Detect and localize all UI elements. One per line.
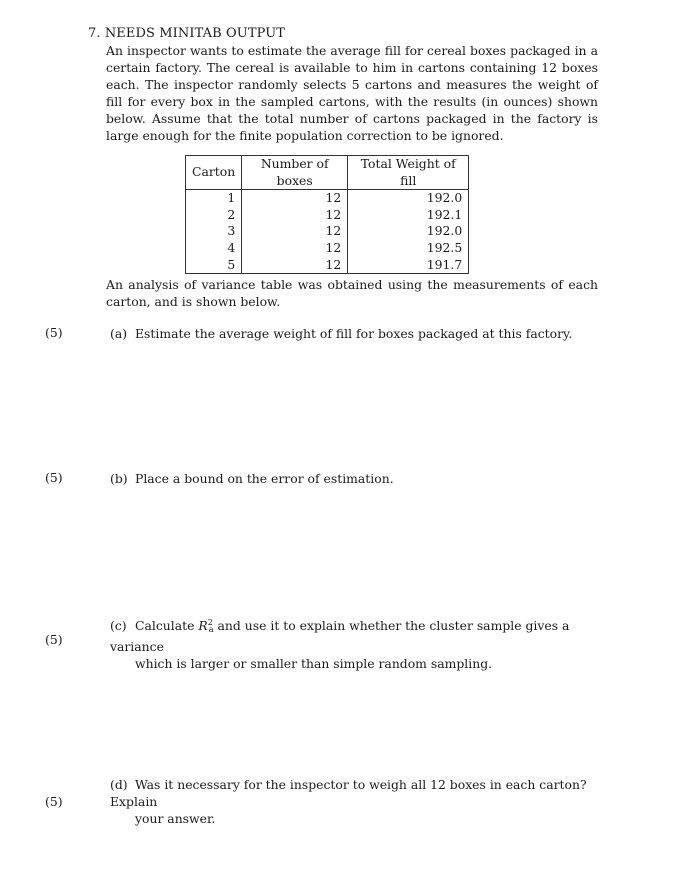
header-carton: Carton (186, 156, 242, 190)
table-row (186, 190, 469, 207)
carton-cell: 1 (186, 190, 242, 207)
boxes-cell: 12 (242, 190, 348, 207)
part-d-points: (5) (45, 794, 63, 809)
part-d (110, 776, 600, 827)
header-total-weight: Total Weight of fill (348, 156, 469, 190)
part-c-points: (5) (45, 632, 63, 647)
part-d-text-line2: your answer. (135, 811, 216, 826)
weight-cell: 192.1 (348, 207, 469, 224)
part-c-text-before: Calculate (135, 618, 199, 633)
part-c (110, 614, 600, 672)
carton-data-table (185, 155, 469, 274)
anova-text: An analysis of variance table was obtained using the measurements of each carton, and is shown below. (106, 277, 598, 309)
part-a-text: Estimate the average weight of fill for boxes packaged at this factory. (135, 326, 573, 341)
question-intro: An inspector wants to estimate the average fill for cereal boxes packaged in a certain factory. The cereal is available to him in cartons containing 12 boxes each. The inspector randomly selects 5 cartons and measures the weight of fill for every box in the sampled cartons, with the results (in ounces) shown below. Assume that the total number of cartons packaged in the factory is large enough for the finite population correction to be ignored. (106, 43, 598, 143)
part-c-text-line2: which is larger or smaller than simple random sampling. (135, 656, 493, 671)
part-b-label: (b) (110, 471, 128, 486)
carton-cell: 2 (186, 207, 242, 224)
carton-cell: 4 (186, 240, 242, 257)
part-a (110, 325, 600, 342)
carton-cell: 3 (186, 223, 242, 240)
part-b-text: Place a bound on the error of estimation. (135, 471, 394, 486)
carton-cell: 5 (186, 257, 242, 274)
r-squared-subscript: a (208, 625, 214, 634)
weight-cell: 192.5 (348, 240, 469, 257)
part-b-points: (5) (45, 470, 63, 485)
part-c-label: (c) (110, 618, 127, 633)
part-d-label: (d) (110, 777, 128, 792)
part-b (110, 470, 600, 487)
table-header-row (186, 156, 469, 190)
weight-cell: 191.7 (348, 257, 469, 274)
part-c-text-after: and use it to explain whether the cluster sample gives a variance (110, 618, 570, 654)
boxes-cell: 12 (242, 257, 348, 274)
boxes-cell: 12 (242, 223, 348, 240)
table-row (186, 207, 469, 224)
weight-cell: 192.0 (348, 223, 469, 240)
table-row (186, 257, 469, 274)
part-a-label: (a) (110, 326, 128, 341)
boxes-cell: 12 (242, 240, 348, 257)
weight-cell: 192.0 (348, 190, 469, 207)
question-heading: 7. NEEDS MINITAB OUTPUT (88, 26, 286, 41)
table-row (186, 240, 469, 257)
r-squared-superscript: 2 (207, 618, 213, 627)
part-d-text-line1: Was it necessary for the inspector to weigh all 12 boxes in each carton? Explain (110, 777, 587, 809)
boxes-cell: 12 (242, 207, 348, 224)
table-row (186, 223, 469, 240)
part-a-points: (5) (45, 325, 63, 340)
r-squared-symbol: R (198, 618, 208, 633)
header-number-of-boxes: Number of boxes (242, 156, 348, 190)
